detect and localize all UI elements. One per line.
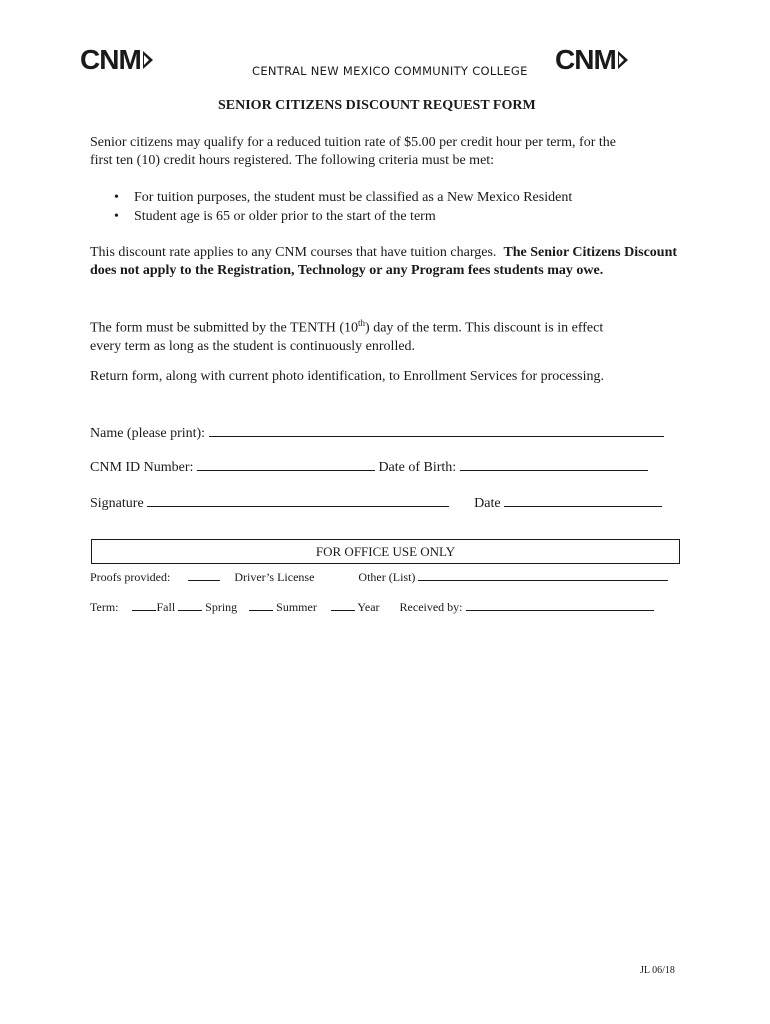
signature-row — [90, 493, 710, 513]
logo-arrow-icon — [143, 51, 153, 69]
other-label: Other (List) — [358, 570, 416, 584]
applies-paragraph — [90, 244, 690, 280]
dob-label: Date of Birth: — [378, 460, 457, 475]
office-use-box — [91, 539, 680, 564]
criteria-item: • For tuition purposes, the student must be classified as a New Mexico Resident — [90, 188, 690, 207]
drivers-license-label: Driver’s License — [234, 570, 315, 584]
applies-text: This discount rate applies to any CNM courses that have tuition charges. — [90, 245, 497, 260]
summer-label: Summer — [276, 600, 317, 614]
cnm-logo-left — [80, 44, 153, 76]
applies-bold-text: The Senior Citizens Discount does not apply to the Registration, Technology or any Program fees students may owe. — [90, 245, 678, 278]
date-label: Date — [474, 496, 501, 511]
signature-label: Signature — [90, 496, 144, 511]
college-name: CENTRAL NEW MEXICO COMMUNITY COLLEGE — [252, 64, 528, 78]
term-label: Term: — [90, 600, 119, 614]
name-field[interactable] — [209, 423, 664, 437]
cnm-logo-right — [555, 44, 628, 76]
intro-line: first ten (10) credit hours registered. The following criteria must be met: — [90, 153, 495, 168]
term-row — [90, 599, 690, 615]
other-proofs-field[interactable] — [418, 569, 668, 581]
name-row — [90, 423, 690, 443]
criteria-list — [90, 188, 690, 226]
spring-check-field[interactable] — [178, 599, 202, 611]
return-paragraph: Return form, along with current photo identification, to Enrollment Services for processing. — [90, 369, 604, 384]
id-label: CNM ID Number: — [90, 460, 194, 475]
deadline-superscript: th — [358, 318, 366, 328]
name-label: Name (please print): — [90, 426, 206, 441]
spring-label: Spring — [205, 600, 238, 614]
intro-line: Senior citizens may qualify for a reduced tuition rate of $5.00 per credit hour per term, for the — [90, 135, 616, 150]
year-check-field[interactable] — [331, 599, 355, 611]
office-use-heading: FOR OFFICE USE ONLY — [315, 544, 456, 559]
fall-label: Fall — [156, 600, 176, 614]
deadline-line: every term as long as the student is continuously enrolled. — [90, 338, 416, 354]
deadline-text: The form must be submitted by the TENTH (10 — [90, 320, 359, 336]
date-field[interactable] — [504, 493, 662, 507]
cnm-id-field[interactable] — [197, 457, 375, 471]
criteria-item: • Student age is 65 or older prior to the start of the term — [90, 207, 690, 226]
form-title: SENIOR CITIZENS DISCOUNT REQUEST FORM — [218, 98, 536, 113]
revision-code: JL 06/18 — [640, 965, 675, 976]
id-dob-row — [90, 457, 710, 477]
deadline-paragraph — [90, 314, 710, 356]
logo-text: CNM — [555, 44, 616, 75]
summer-check-field[interactable] — [249, 599, 273, 611]
proofs-label: Proofs provided: — [90, 570, 171, 584]
year-label: Year — [357, 600, 380, 614]
signature-field[interactable] — [147, 493, 449, 507]
drivers-license-check-field[interactable] — [188, 569, 220, 581]
received-by-label: Received by: — [399, 600, 463, 614]
logo-text: CNM — [80, 44, 141, 75]
deadline-text-post: ) day of the term. This discount is in effect — [365, 320, 604, 336]
logo-arrow-icon — [618, 51, 628, 69]
received-by-field[interactable] — [466, 599, 654, 611]
fall-check-field[interactable] — [132, 599, 156, 611]
proofs-row — [90, 569, 690, 585]
intro-paragraph — [90, 134, 690, 170]
date-of-birth-field[interactable] — [460, 457, 648, 471]
